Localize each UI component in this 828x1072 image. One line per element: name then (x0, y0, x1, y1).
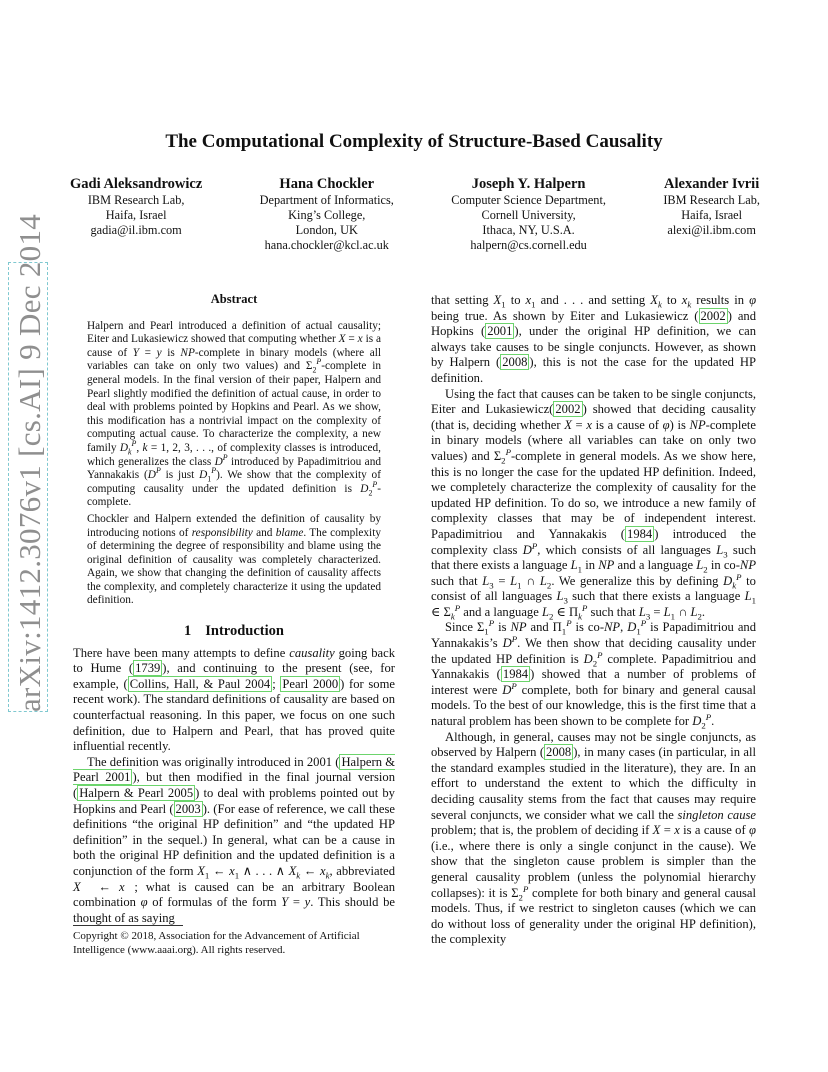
author-email: hana.chockler@kcl.ac.uk (264, 238, 389, 252)
author-affiliation: King’s College, (288, 208, 366, 222)
body-paragraph: The definition was originally introduced in 2001 ( Halpern & Pearl 2001 ), but then modified in the final journal version ( Halpern & Pearl 2005 ) to deal with problems pointed out by Hopkins and Pearl ( 2003 ). (For ease of reference, we call these definitions “the original HP definition” and “the updated HP definition” in the sequel.) In general, what can be a cause in both the original HP definition and the updated definition is a conjunction of the form $X_1$ ← $x_1$ ∧ . . . ∧ $X_k$ ← $x_k$, abbreviated X⃗ ← x⃗; what is caused can be an arbitrary Boolean combination φ of formulas of the form Y = y. This should be thought of as saying (73, 754, 396, 925)
citation-link[interactable]: 1984 (627, 526, 653, 541)
right-column (431, 293, 756, 948)
author-name: Hana Chockler (279, 176, 375, 192)
body-paragraph: There have been many attempts to define causality going back to Hume ( 1739 ), and continuing to the present (see, for example, ( Collins, Hall, & Paul 2004 ; Pearl 2000 ) for some recent work). The standard definitions of causality are based on counterfactual reasoning. In this paper, we focus on one such definition, due to Halpern and Pearl, that has proved quite influential recently. (73, 645, 395, 754)
abstract-paragraph: Chockler and Halpern extended the definition of causality by introducing notions of responsibility and blame. The complexity of determining the degree of responsibility and blame using the original definition of causality was completely characterized. Again, we show that changing the definition of causality affects the complexity, and completely characterize it using the updated definition. (87, 512, 381, 607)
author-affiliation: Computer Science Department, (451, 193, 606, 207)
body-paragraph: that setting $X_1$ to $x_1$ and . . . and setting $X_k$ to $x_k$ results in φ being true. As shown by Eiter and Lukasiewicz ( 2002 ) and Hopkins ( 2001 ), under the original HP definition, we can always take causes to be single conjuncts. However, as shown by Halpern ( 2008 ), this is not the case for the updated HP definition. (431, 293, 757, 385)
left-column (73, 293, 395, 926)
author-email: halpern@cs.cornell.edu (470, 238, 587, 252)
author-affiliation: Cornell University, (481, 208, 576, 222)
citation-link[interactable]: Halpern & Pearl 2001 (73, 754, 395, 785)
citation-link[interactable]: 2008 (546, 745, 572, 760)
author-affiliation: IBM Research Lab, (87, 193, 185, 207)
arxiv-stamp-text: arXiv:1412.3076v1 [cs.AI] 9 Dec 2014 (12, 213, 47, 712)
footnote-rule (73, 925, 183, 926)
citation-link[interactable]: 2003 (175, 801, 201, 816)
citation-link[interactable]: Collins, Hall, & Paul 2004 (129, 676, 271, 691)
author-affiliation: Haifa, Israel (105, 208, 167, 222)
footnote (73, 925, 395, 957)
citation-link[interactable]: Pearl 2000 (282, 676, 339, 691)
author-block (70, 175, 760, 253)
author-affiliation: Haifa, Israel (681, 208, 743, 222)
section-title: Introduction (205, 623, 284, 640)
author-2 (260, 175, 394, 253)
author-affiliation: Department of Informatics, (259, 193, 394, 207)
author-name: Joseph Y. Halpern (471, 176, 586, 192)
citation-link[interactable]: 1984 (502, 667, 529, 682)
author-email: alexi@il.ibm.com (667, 223, 756, 237)
copyright-notice: Copyright © 2018, Association for the Advancement of Artificial Intelligence (www.aaai.org). All rights reserved. (73, 930, 360, 956)
citation-link[interactable]: 1739 (135, 661, 161, 676)
abstract-heading: Abstract (210, 292, 258, 306)
citation-link[interactable]: 2002 (700, 308, 726, 323)
abstract (73, 293, 395, 608)
arxiv-stamp[interactable] (10, 213, 50, 712)
author-email: gadia@il.ibm.com (90, 223, 182, 237)
citation-link[interactable]: Halpern & Pearl 2005 (79, 786, 194, 800)
citation-link[interactable]: 2002 (555, 402, 581, 417)
paper-title: The Computational Complexity of Structure-Based Causality (165, 131, 663, 152)
body-paragraph: Since $\Sigma_1^P$ is NP and $\Pi_1^P$ is co-NP, $D_1^P$ is Papadimitriou and Yannakakis’s $D^P$. We then show that deciding causality under the updated HP definition is $D_2^P$ complete. Papadimitriou and Yannakakis ( 1984 ) showed that a number of problems of interest were $D^P$ complete, both for binary and general causal models. To the best of our knowledge, this is the first time that a natural problem has been shown to be complete for $D_2^P$. (431, 618, 757, 731)
author-affiliation: Ithaca, NY, U.S.A. (482, 223, 575, 237)
citation-link[interactable]: 2008 (502, 355, 528, 370)
abstract-paragraph: Halpern and Pearl introduced a definition of actual causality; Eiter and Lukasiewicz showed that computing whether X = x is a cause of Y = y is NP-complete in binary models (where all variables can take on only two values) and $\Sigma_2^P$-complete in general models. In the final version of their paper, Halpern and Pearl slightly modified the definition of actual cause, in order to deal with problems pointed by Hopkins and Pearl. As we show, this modification has a nontrivial impact on the complexity of computing actual cause. To characterize the complexity, a new family $D_k^P$, k = 1, 2, 3, . . ., of complexity classes is introduced, which generalizes the class $D^P$ introduced by Papadimitriou and Yannakakis ($D^P$ is just $D_1^P$). We show that the complexity of computing causality under the updated definition is $D_2^P$-complete. (87, 319, 381, 509)
author-affiliation: IBM Research Lab, (663, 193, 760, 207)
author-4 (663, 175, 760, 253)
author-affiliation: London, UK (295, 223, 358, 237)
citation-link[interactable]: 2001 (487, 324, 513, 339)
author-name: Gadi Aleksandrowicz (70, 176, 203, 192)
section-heading (73, 624, 395, 640)
body-paragraph: Although, in general, causes may not be single conjuncts, as observed by Halpern ( 2008 ), in many cases (in particular, in all the standard examples studied in the literature), they are. In an effort to understand the extent to which the difficulty in deciding causality stems from the fact that causes may require several conjuncts, we consider what we call the singleton cause problem; that is, the problem of deciding if X = x is a cause of φ (i.e., where there is only a single conjunct in the cause). We show that the singleton cause problem is simpler than the general causality problem (unless the polynomial hierarchy collapses): it is $\Sigma_2^P$ complete for both binary and general causal models. Thus, if we restrict to singleton causes (which we can do without loss of generality under the original HP definition), the complexity (431, 729, 757, 947)
body-paragraph: Using the fact that causes can be taken to be single conjuncts, Eiter and Lukasiewicz( 2002 ) showed that deciding causality (that is, deciding whether X = x is a cause of φ) is NP-complete in binary models (where all variables can take on only two values) and $\Sigma_2^P$-complete in general models. As we show here, this is no longer the case for the updated HP definition. Indeed, we completely characterize the complexity of causality for the updated HP definition. To do so, we introduce a new family of complexity classes that may be of independent interest. Papadimitriou and Yannakakis ( 1984 ) introduced the complexity class $D^P$, which consists of all languages $L_3$ such that there exists a language $L_1$ in NP and a language $L_2$ in co-NP such that $L_3 = L_1$ ∩ $L_2$. We generalize this by defining $D_k^P$ to consist of all languages $L_3$ such that there exists a language $L_1$ ∈ $\Sigma_k^P$ and a language $L_2$ ∈ $\Pi_k^P$ such that $L_3 = L_1$ ∩ $L_2$. (431, 386, 757, 622)
section-number: 1 (184, 623, 192, 640)
author-3 (451, 175, 606, 253)
author-1 (70, 175, 202, 253)
author-name: Alexander Ivrii (664, 176, 760, 192)
